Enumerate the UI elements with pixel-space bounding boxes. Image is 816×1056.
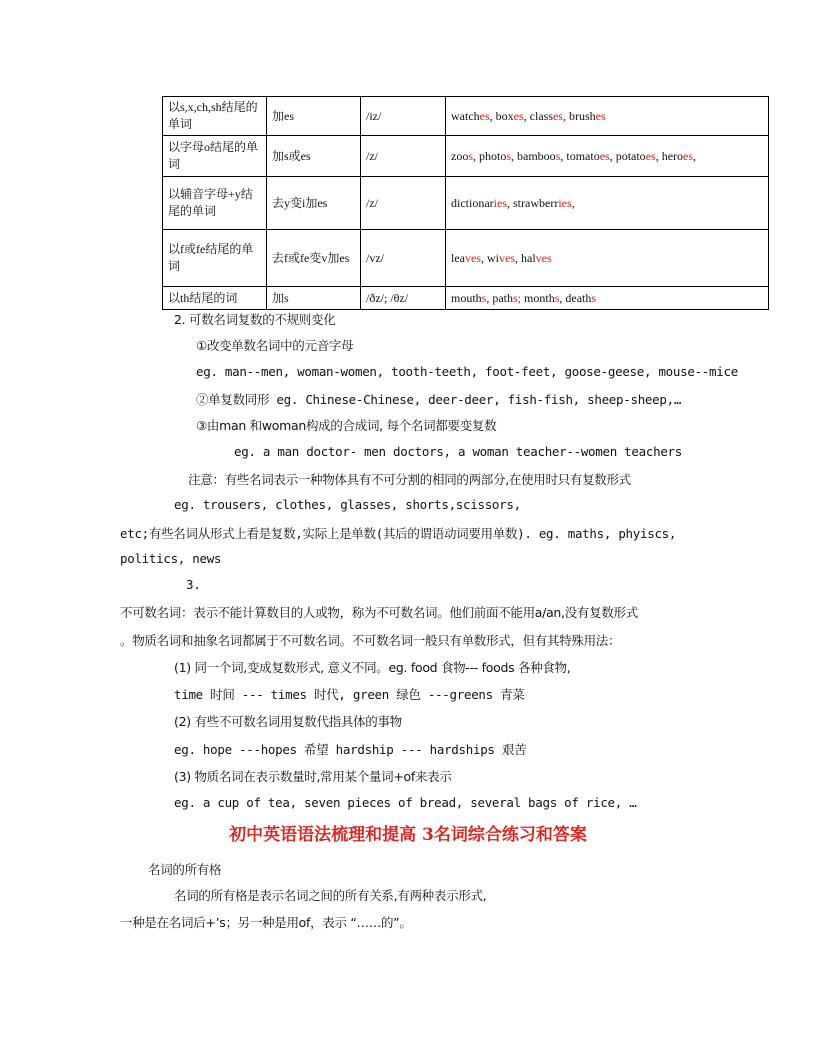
cell-examples xyxy=(446,97,769,136)
cell-rule: 加s或es xyxy=(267,136,361,177)
usage-3: (3) 物质名词在表示数量时,常用某个量词+of来表示 xyxy=(174,769,452,784)
cell-word-type: 以辅音字母+y结尾的单词 xyxy=(163,177,267,230)
example-text: , xyxy=(571,195,575,210)
note-paired-nouns: 注意：有些名词表示一种物体具有不可分割的相同的两部分,在使用时只有复数形式 xyxy=(188,472,631,487)
example-suffix: ves xyxy=(465,250,481,265)
example-text: watch xyxy=(451,108,480,123)
section-2-title: 2. 可数名词复数的不规则变化 xyxy=(174,312,336,327)
example-text: , wi xyxy=(481,250,499,265)
example-suffix: es xyxy=(479,108,490,123)
example-text: , strawberr xyxy=(507,195,559,210)
example-text: , brush xyxy=(562,108,596,123)
rule-same-form: ②单复数同形 eg. Chinese-Chinese, deer-deer, fish-fish, sheep-sheep,… xyxy=(196,392,682,407)
uncountable-definition: 不可数名词：表示不能计算数目的人或物，称为不可数名词。他们前面不能用a/an,没有复数形式 xyxy=(120,605,638,620)
usage-2: (2) 有些不可数名词用复数代指具体的事物 xyxy=(174,714,402,729)
cell-examples xyxy=(446,287,769,310)
example-text: , photo xyxy=(473,148,507,163)
example-text: mouth xyxy=(451,290,482,305)
cell-rule: 加s xyxy=(267,287,361,310)
cell-word-type: 以th结尾的词 xyxy=(163,287,267,310)
example-vowel-change: eg. man--men, woman-women, tooth-teeth, foot-feet, goose-geese, mouse--mice xyxy=(196,364,738,379)
usage-2-examples: eg. hope ---hopes 希望 hardship --- hardships 艰苦 xyxy=(174,742,527,757)
plural-rules-table xyxy=(162,96,769,310)
cell-examples xyxy=(446,136,769,177)
cell-word-type: 以f或fe结尾的单词 xyxy=(163,230,267,287)
table-row xyxy=(163,230,769,287)
possessive-forms: 一种是在名词后+’s；另一种是用of，表示 “……的”。 xyxy=(120,915,412,930)
possessive-definition: 名词的所有格是表示名词之间的所有关系,有两种表示形式, xyxy=(174,888,487,903)
section-3-number: 3. xyxy=(186,577,201,592)
example-text: , hero xyxy=(655,148,684,163)
example-text: , hal xyxy=(515,250,536,265)
example-suffix: es xyxy=(595,108,606,123)
cell-pronunciation: /vz/ xyxy=(361,230,446,287)
cell-examples xyxy=(446,230,769,287)
rule-vowel-change: ①改变单数名词中的元音字母 xyxy=(196,338,354,353)
usage-1-examples: time 时间 --- times 时代, green 绿色 ---greens 青菜 xyxy=(174,687,525,702)
example-suffix: ies xyxy=(558,195,572,210)
example-suffix: s; xyxy=(513,290,522,305)
example-suffix: es xyxy=(683,148,694,163)
table-row xyxy=(163,136,769,177)
example-text: month xyxy=(521,290,555,305)
example-suffix: s xyxy=(554,290,560,305)
example-suffix: es xyxy=(513,108,524,123)
example-text: , potato xyxy=(609,148,646,163)
example-suffix: s xyxy=(481,290,487,305)
cell-word-type: 以s,x,ch,sh结尾的单词 xyxy=(163,97,267,136)
example-suffix: ves xyxy=(535,250,552,265)
example-text: , bamboo xyxy=(511,148,556,163)
example-suffix: s xyxy=(468,148,473,163)
note-singular-meaning: etc;有些名词从形式上看是复数,实际上是单数(其后的谓语动词要用单数). eg. maths, phyiscs, xyxy=(120,526,677,541)
example-text: zoo xyxy=(451,148,469,163)
example-paired-nouns: eg. trousers, clothes, glasses, shorts,scissors, xyxy=(174,497,521,512)
example-text: , class xyxy=(523,108,553,123)
example-text: lea xyxy=(451,250,465,265)
rule-compound: ③由man 和woman构成的合成词, 每个名词都要变复数 xyxy=(196,418,497,433)
example-suffix: es xyxy=(599,148,610,163)
cell-word-type: 以字母o结尾的单词 xyxy=(163,136,267,177)
example-text: , death xyxy=(559,290,592,305)
example-text: , path xyxy=(486,290,514,305)
table-row xyxy=(163,287,769,310)
cell-pronunciation: /z/ xyxy=(361,136,446,177)
example-suffix: ves xyxy=(499,250,515,265)
cell-examples xyxy=(446,177,769,230)
cell-pronunciation: /iz/ xyxy=(361,97,446,136)
example-text: , tomato xyxy=(560,148,600,163)
example-suffix: s xyxy=(506,148,512,163)
example-suffix: s xyxy=(591,290,597,305)
example-suffix: s xyxy=(555,148,561,163)
cell-rule: 去y变i加es xyxy=(267,177,361,230)
uncountable-definition-cont: 。物质名词和抽象名词都属于不可数名词。不可数名词一般只有单数形式，但有其特殊用法： xyxy=(120,633,621,648)
cell-pronunciation: /ðz/; /θz/ xyxy=(361,287,446,310)
table-row xyxy=(163,177,769,230)
example-suffix: es xyxy=(552,108,563,123)
cell-pronunciation: /z/ xyxy=(361,177,446,230)
note-singular-meaning-cont: politics, news xyxy=(120,551,222,566)
example-suffix: ies xyxy=(493,195,507,210)
red-heading: 初中英语语法梳理和提高 3名词综合练习和答案 xyxy=(229,825,587,845)
example-text: dictionar xyxy=(451,195,494,210)
possessive-title: 名词的所有格 xyxy=(148,862,222,877)
usage-3-examples: eg. a cup of tea, seven pieces of bread, several bags of rice, … xyxy=(174,795,637,810)
example-text: , box xyxy=(489,108,514,123)
cell-rule: 加es xyxy=(267,97,361,136)
example-compound: eg. a man doctor- men doctors, a woman teacher--women teachers xyxy=(234,444,682,459)
example-suffix: es xyxy=(645,148,656,163)
table-row xyxy=(163,97,769,136)
usage-1: (1) 同一个词,变成复数形式, 意义不同。eg. food 食物--- foods 各种食物, xyxy=(174,660,571,675)
cell-rule: 去f或fe变v加es xyxy=(267,230,361,287)
example-text: , xyxy=(693,148,697,163)
